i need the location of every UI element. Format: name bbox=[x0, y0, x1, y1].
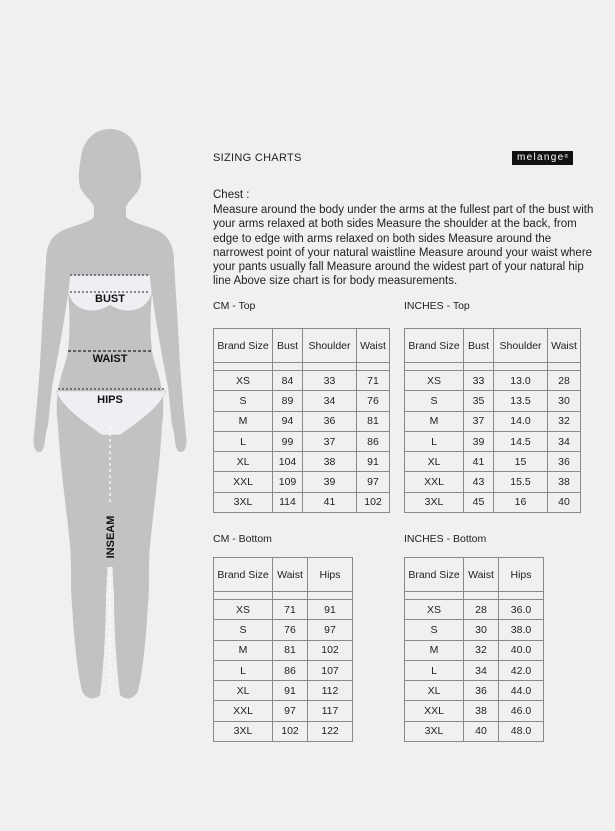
measurement-cell: 94 bbox=[273, 411, 303, 431]
brand-registered-mark: ® bbox=[564, 154, 570, 160]
table-row bbox=[405, 681, 544, 701]
table-spacer-row bbox=[405, 363, 581, 371]
measurement-cell: 46.0 bbox=[499, 701, 544, 721]
table-row bbox=[405, 660, 544, 680]
inseam-label: INSEAM bbox=[105, 515, 117, 559]
measurement-cell: 71 bbox=[273, 600, 308, 620]
measurement-cell: 38 bbox=[303, 452, 357, 472]
table-row bbox=[405, 472, 581, 492]
measurement-cell: 104 bbox=[273, 452, 303, 472]
size-cell: XXL bbox=[405, 701, 464, 721]
measurement-cell: 36.0 bbox=[499, 600, 544, 620]
measurement-cell: 91 bbox=[273, 681, 308, 701]
measurement-cell: 14.5 bbox=[494, 431, 548, 451]
measurement-cell: 86 bbox=[273, 660, 308, 680]
table-row bbox=[214, 640, 353, 660]
size-cell: XXL bbox=[214, 472, 273, 492]
measurement-cell: 41 bbox=[303, 492, 357, 512]
measurement-cell: 37 bbox=[464, 411, 494, 431]
page-title: SIZING CHARTS bbox=[213, 152, 302, 164]
measurement-cell: 34 bbox=[548, 431, 581, 451]
measurement-cell: 102 bbox=[357, 492, 390, 512]
measurement-cell: 39 bbox=[303, 472, 357, 492]
size-cell: 3XL bbox=[214, 721, 273, 741]
table-row bbox=[214, 371, 390, 391]
measurement-cell: 76 bbox=[273, 620, 308, 640]
size-cell: XXL bbox=[214, 701, 273, 721]
measurement-cell: 30 bbox=[548, 391, 581, 411]
table-spacer-row bbox=[214, 592, 353, 600]
size-cell: S bbox=[214, 620, 273, 640]
measurement-cell: 107 bbox=[308, 660, 353, 680]
size-cell: L bbox=[214, 431, 273, 451]
table-header-row bbox=[214, 329, 390, 363]
measurement-cell: 109 bbox=[273, 472, 303, 492]
measurement-cell: 34 bbox=[303, 391, 357, 411]
measurement-cell: 16 bbox=[494, 492, 548, 512]
measurement-cell: 43 bbox=[464, 472, 494, 492]
measurement-cell: 84 bbox=[273, 371, 303, 391]
measurement-cell: 40.0 bbox=[499, 640, 544, 660]
size-cell: S bbox=[405, 391, 464, 411]
measurement-cell: 41 bbox=[464, 452, 494, 472]
measurement-cell: 45 bbox=[464, 492, 494, 512]
size-cell: 3XL bbox=[405, 721, 464, 741]
column-header: Waist bbox=[357, 329, 390, 363]
table-row bbox=[405, 391, 581, 411]
table-header-row bbox=[405, 558, 544, 592]
size-cell: XS bbox=[405, 371, 464, 391]
measurement-cell: 38 bbox=[464, 701, 499, 721]
measurement-cell: 13.5 bbox=[494, 391, 548, 411]
hips-label: HIPS bbox=[97, 394, 123, 406]
size-cell: XS bbox=[214, 371, 273, 391]
size-cell: 3XL bbox=[214, 492, 273, 512]
table-row bbox=[214, 660, 353, 680]
table-row bbox=[405, 431, 581, 451]
measurement-cell: 13.0 bbox=[494, 371, 548, 391]
measurement-cell: 71 bbox=[357, 371, 390, 391]
measurement-cell: 15.5 bbox=[494, 472, 548, 492]
measurement-cell: 42.0 bbox=[499, 660, 544, 680]
table-row bbox=[405, 411, 581, 431]
measurement-cell: 122 bbox=[308, 721, 353, 741]
table-row bbox=[214, 411, 390, 431]
table-row bbox=[214, 701, 353, 721]
measurement-cell: 102 bbox=[273, 721, 308, 741]
cm-top-caption: CM - Top bbox=[213, 300, 256, 312]
table-row bbox=[405, 620, 544, 640]
table-header-row bbox=[405, 329, 581, 363]
size-cell: M bbox=[405, 411, 464, 431]
inches-bottom-size-table bbox=[404, 557, 544, 742]
brand-logo bbox=[512, 151, 573, 165]
column-header: Brand Size bbox=[405, 558, 464, 592]
inches-top-caption: INCHES - Top bbox=[404, 300, 470, 312]
waist-label: WAIST bbox=[92, 353, 128, 365]
measurement-cell: 37 bbox=[303, 431, 357, 451]
table-row bbox=[214, 472, 390, 492]
measurement-cell: 14.0 bbox=[494, 411, 548, 431]
inches-top-size-table bbox=[404, 328, 581, 513]
measurement-cell: 114 bbox=[273, 492, 303, 512]
column-header: Hips bbox=[308, 558, 353, 592]
column-header: Shoulder bbox=[303, 329, 357, 363]
measurement-cell: 28 bbox=[464, 600, 499, 620]
measurement-cell: 33 bbox=[303, 371, 357, 391]
table-row bbox=[405, 452, 581, 472]
measurement-cell: 38 bbox=[548, 472, 581, 492]
measurement-cell: 91 bbox=[308, 600, 353, 620]
table-row bbox=[214, 452, 390, 472]
measurement-cell: 36 bbox=[464, 681, 499, 701]
size-cell: XS bbox=[214, 600, 273, 620]
measurement-cell: 40 bbox=[464, 721, 499, 741]
size-cell: XL bbox=[405, 452, 464, 472]
measurement-cell: 32 bbox=[464, 640, 499, 660]
size-cell: XS bbox=[405, 600, 464, 620]
measurement-cell: 36 bbox=[303, 411, 357, 431]
size-cell: XL bbox=[405, 681, 464, 701]
size-cell: L bbox=[214, 660, 273, 680]
measurement-cell: 102 bbox=[308, 640, 353, 660]
measurement-cell: 99 bbox=[273, 431, 303, 451]
measurement-cell: 97 bbox=[357, 472, 390, 492]
table-row bbox=[405, 640, 544, 660]
measurement-description: Measure around the body under the arms at the fullest part of the bust with your arms relaxed at both sides Measure the shoulder at the back, from edge to edge with arms relaxed on both sides Measure around the narrowest point of your natural waistline Measure around your waist where your pants usually fall Measure around the widest part of your natural hip line Above size chart is for body measurements. bbox=[213, 204, 594, 288]
body-silhouette-figure bbox=[28, 125, 193, 705]
table-header-row bbox=[214, 558, 353, 592]
measurement-cell: 91 bbox=[357, 452, 390, 472]
table-row bbox=[405, 721, 544, 741]
table-row bbox=[214, 391, 390, 411]
size-cell: S bbox=[405, 620, 464, 640]
measurement-cell: 48.0 bbox=[499, 721, 544, 741]
measurement-cell: 86 bbox=[357, 431, 390, 451]
table-row bbox=[214, 600, 353, 620]
column-header: Brand Size bbox=[214, 329, 273, 363]
table-row bbox=[405, 371, 581, 391]
cm-bottom-caption: CM - Bottom bbox=[213, 533, 272, 545]
size-cell: S bbox=[214, 391, 273, 411]
column-header: Brand Size bbox=[214, 558, 273, 592]
measurement-cell: 32 bbox=[548, 411, 581, 431]
inches-bottom-caption: INCHES - Bottom bbox=[404, 533, 487, 545]
measurement-cell: 38.0 bbox=[499, 620, 544, 640]
measurement-cell: 33 bbox=[464, 371, 494, 391]
column-header: Brand Size bbox=[405, 329, 464, 363]
column-header: Waist bbox=[464, 558, 499, 592]
column-header: Bust bbox=[464, 329, 494, 363]
table-row bbox=[405, 701, 544, 721]
chest-label: Chest : bbox=[213, 189, 250, 201]
column-header: Waist bbox=[273, 558, 308, 592]
measurement-cell: 34 bbox=[464, 660, 499, 680]
size-cell: 3XL bbox=[405, 492, 464, 512]
table-row bbox=[405, 492, 581, 512]
bust-label: BUST bbox=[95, 293, 125, 305]
table-row bbox=[214, 721, 353, 741]
measurement-cell: 30 bbox=[464, 620, 499, 640]
table-row bbox=[405, 600, 544, 620]
table-row bbox=[214, 681, 353, 701]
measurement-cell: 112 bbox=[308, 681, 353, 701]
measurement-cell: 15 bbox=[494, 452, 548, 472]
size-cell: L bbox=[405, 431, 464, 451]
table-row bbox=[214, 620, 353, 640]
measurement-cell: 76 bbox=[357, 391, 390, 411]
size-cell: M bbox=[405, 640, 464, 660]
measurement-cell: 81 bbox=[273, 640, 308, 660]
column-header: Waist bbox=[548, 329, 581, 363]
measurement-cell: 40 bbox=[548, 492, 581, 512]
table-row bbox=[214, 492, 390, 512]
measurement-cell: 36 bbox=[548, 452, 581, 472]
table-spacer-row bbox=[405, 592, 544, 600]
measurement-cell: 39 bbox=[464, 431, 494, 451]
measurement-cell: 44.0 bbox=[499, 681, 544, 701]
size-cell: M bbox=[214, 411, 273, 431]
size-cell: XXL bbox=[405, 472, 464, 492]
measurement-cell: 89 bbox=[273, 391, 303, 411]
size-cell: XL bbox=[214, 452, 273, 472]
column-header: Bust bbox=[273, 329, 303, 363]
size-cell: XL bbox=[214, 681, 273, 701]
measurement-cell: 97 bbox=[308, 620, 353, 640]
column-header: Shoulder bbox=[494, 329, 548, 363]
brand-name: melange bbox=[517, 152, 565, 163]
measurement-cell: 97 bbox=[273, 701, 308, 721]
size-cell: L bbox=[405, 660, 464, 680]
measurement-cell: 81 bbox=[357, 411, 390, 431]
table-spacer-row bbox=[214, 363, 390, 371]
cm-top-size-table bbox=[213, 328, 390, 513]
measurement-cell: 117 bbox=[308, 701, 353, 721]
measurement-cell: 28 bbox=[548, 371, 581, 391]
cm-bottom-size-table bbox=[213, 557, 353, 742]
table-row bbox=[214, 431, 390, 451]
column-header: Hips bbox=[499, 558, 544, 592]
measurement-cell: 35 bbox=[464, 391, 494, 411]
size-cell: M bbox=[214, 640, 273, 660]
